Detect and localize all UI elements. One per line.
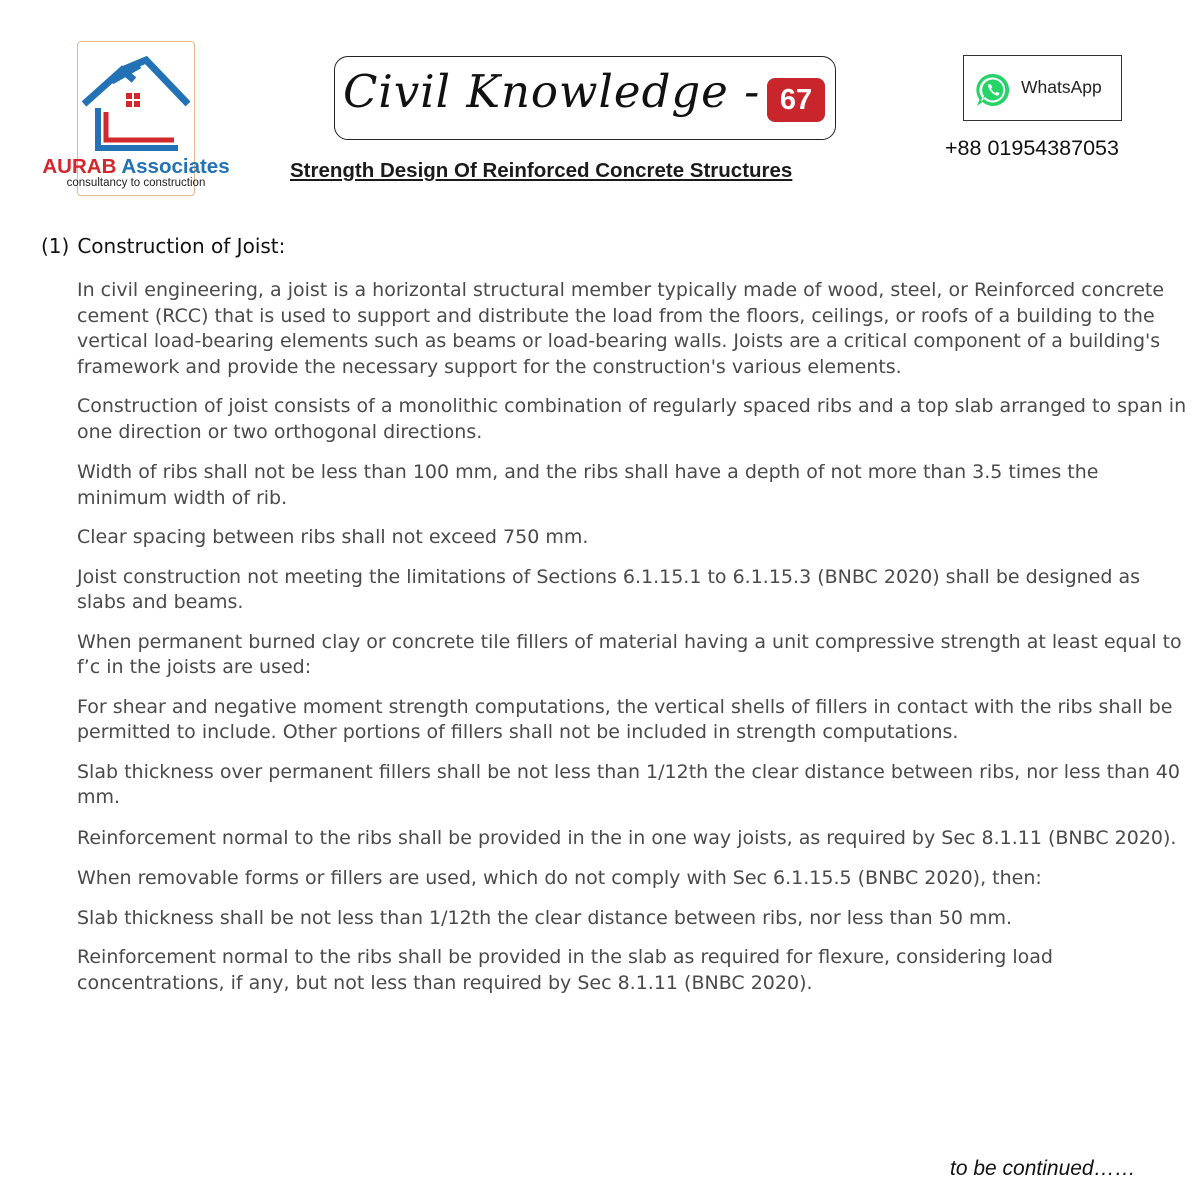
title-box bbox=[334, 56, 836, 140]
phone-number[interactable]: +88 01954387053 bbox=[945, 136, 1119, 160]
paragraph-rib-width: Width of ribs shall not be less than 100 mm, and the ribs shall have a depth of not more than 3.5 times the minimum width of rib. bbox=[77, 461, 1099, 509]
paragraph-limitations: Joist construction not meeting the limitations of Sections 6.1.15.1 to 6.1.15.3 (BNBC 2020) shall be designed as slabs and beams. bbox=[77, 565, 1140, 613]
section-title: Construction of Joist: bbox=[77, 234, 286, 258]
house-logo-icon bbox=[82, 52, 190, 154]
paragraph-reinforcement-flexure: Reinforcement normal to the ribs shall be provided in the slab as required for flexure, considering load concentrations, if any, but not less than required by Sec 8.1.11 (BNBC 2020). bbox=[77, 946, 1053, 994]
paragraph-reinforcement-one-way: Reinforcement normal to the ribs shall be provided in the in one way joists, as required by Sec 8.1.11 (BNBC 2020). bbox=[77, 826, 1177, 849]
body-text bbox=[77, 278, 1189, 996]
whatsapp-badge[interactable] bbox=[963, 55, 1122, 121]
paragraph-removable-forms: When removable forms or fillers are used, which do not comply with Sec 6.1.15.5 (BNBC 2020), then: bbox=[77, 867, 1042, 889]
paragraph-construction: Construction of joist consists of a monolithic combination of regularly spaced ribs and a top slab arranged to span in one direction or two orthogonal directions. bbox=[77, 395, 1187, 443]
logo-tagline: consultancy to construction bbox=[66, 177, 206, 189]
paragraph-slab-thickness-40: Slab thickness over permanent fillers shall be not less than 1/12th the clear distance between ribs, nor less than 40 mm. bbox=[77, 760, 1180, 808]
company-logo bbox=[42, 41, 230, 196]
paragraph-shear: For shear and negative moment strength computations, the vertical shells of fillers in contact with the ribs shall be permitted to include. Other portions of fillers shall not be included in strength computations. bbox=[77, 695, 1173, 743]
section-heading bbox=[41, 234, 285, 258]
issue-number-badge: 67 bbox=[767, 78, 825, 122]
section-number: (1) bbox=[41, 234, 70, 258]
paragraph-slab-thickness-50: Slab thickness shall be not less than 1/12th the clear distance between ribs, nor less than 50 mm. bbox=[77, 906, 1013, 929]
whatsapp-icon bbox=[975, 72, 1011, 108]
whatsapp-label: WhatsApp bbox=[1021, 77, 1102, 97]
continued-note: to be continued…… bbox=[950, 1157, 1136, 1180]
paragraph-permanent-fillers: When permanent burned clay or concrete tile fillers of material having a unit compressive strength at least equal to f’c in the joists are used: bbox=[77, 630, 1182, 678]
logo-company-name: AURAB Associates bbox=[42, 155, 230, 178]
paragraph-definition: In civil engineering, a joist is a horizontal structural member typically made of wood, steel, or Reinforced concrete cement (RCC) that is used to support and distribute the load from the floors, ceilings, or roofs of a building to the vertical load-bearing elements such as beams or load-bearing walls. Joists are a critical component of a building's framework and provide the necessary support for the construction's various elements. bbox=[77, 279, 1165, 378]
paragraph-rib-spacing: Clear spacing between ribs shall not exceed 750 mm. bbox=[77, 526, 589, 548]
page-title: Civil Knowledge - bbox=[343, 65, 761, 118]
page-subtitle: Strength Design Of Reinforced Concrete Structures bbox=[290, 159, 793, 182]
